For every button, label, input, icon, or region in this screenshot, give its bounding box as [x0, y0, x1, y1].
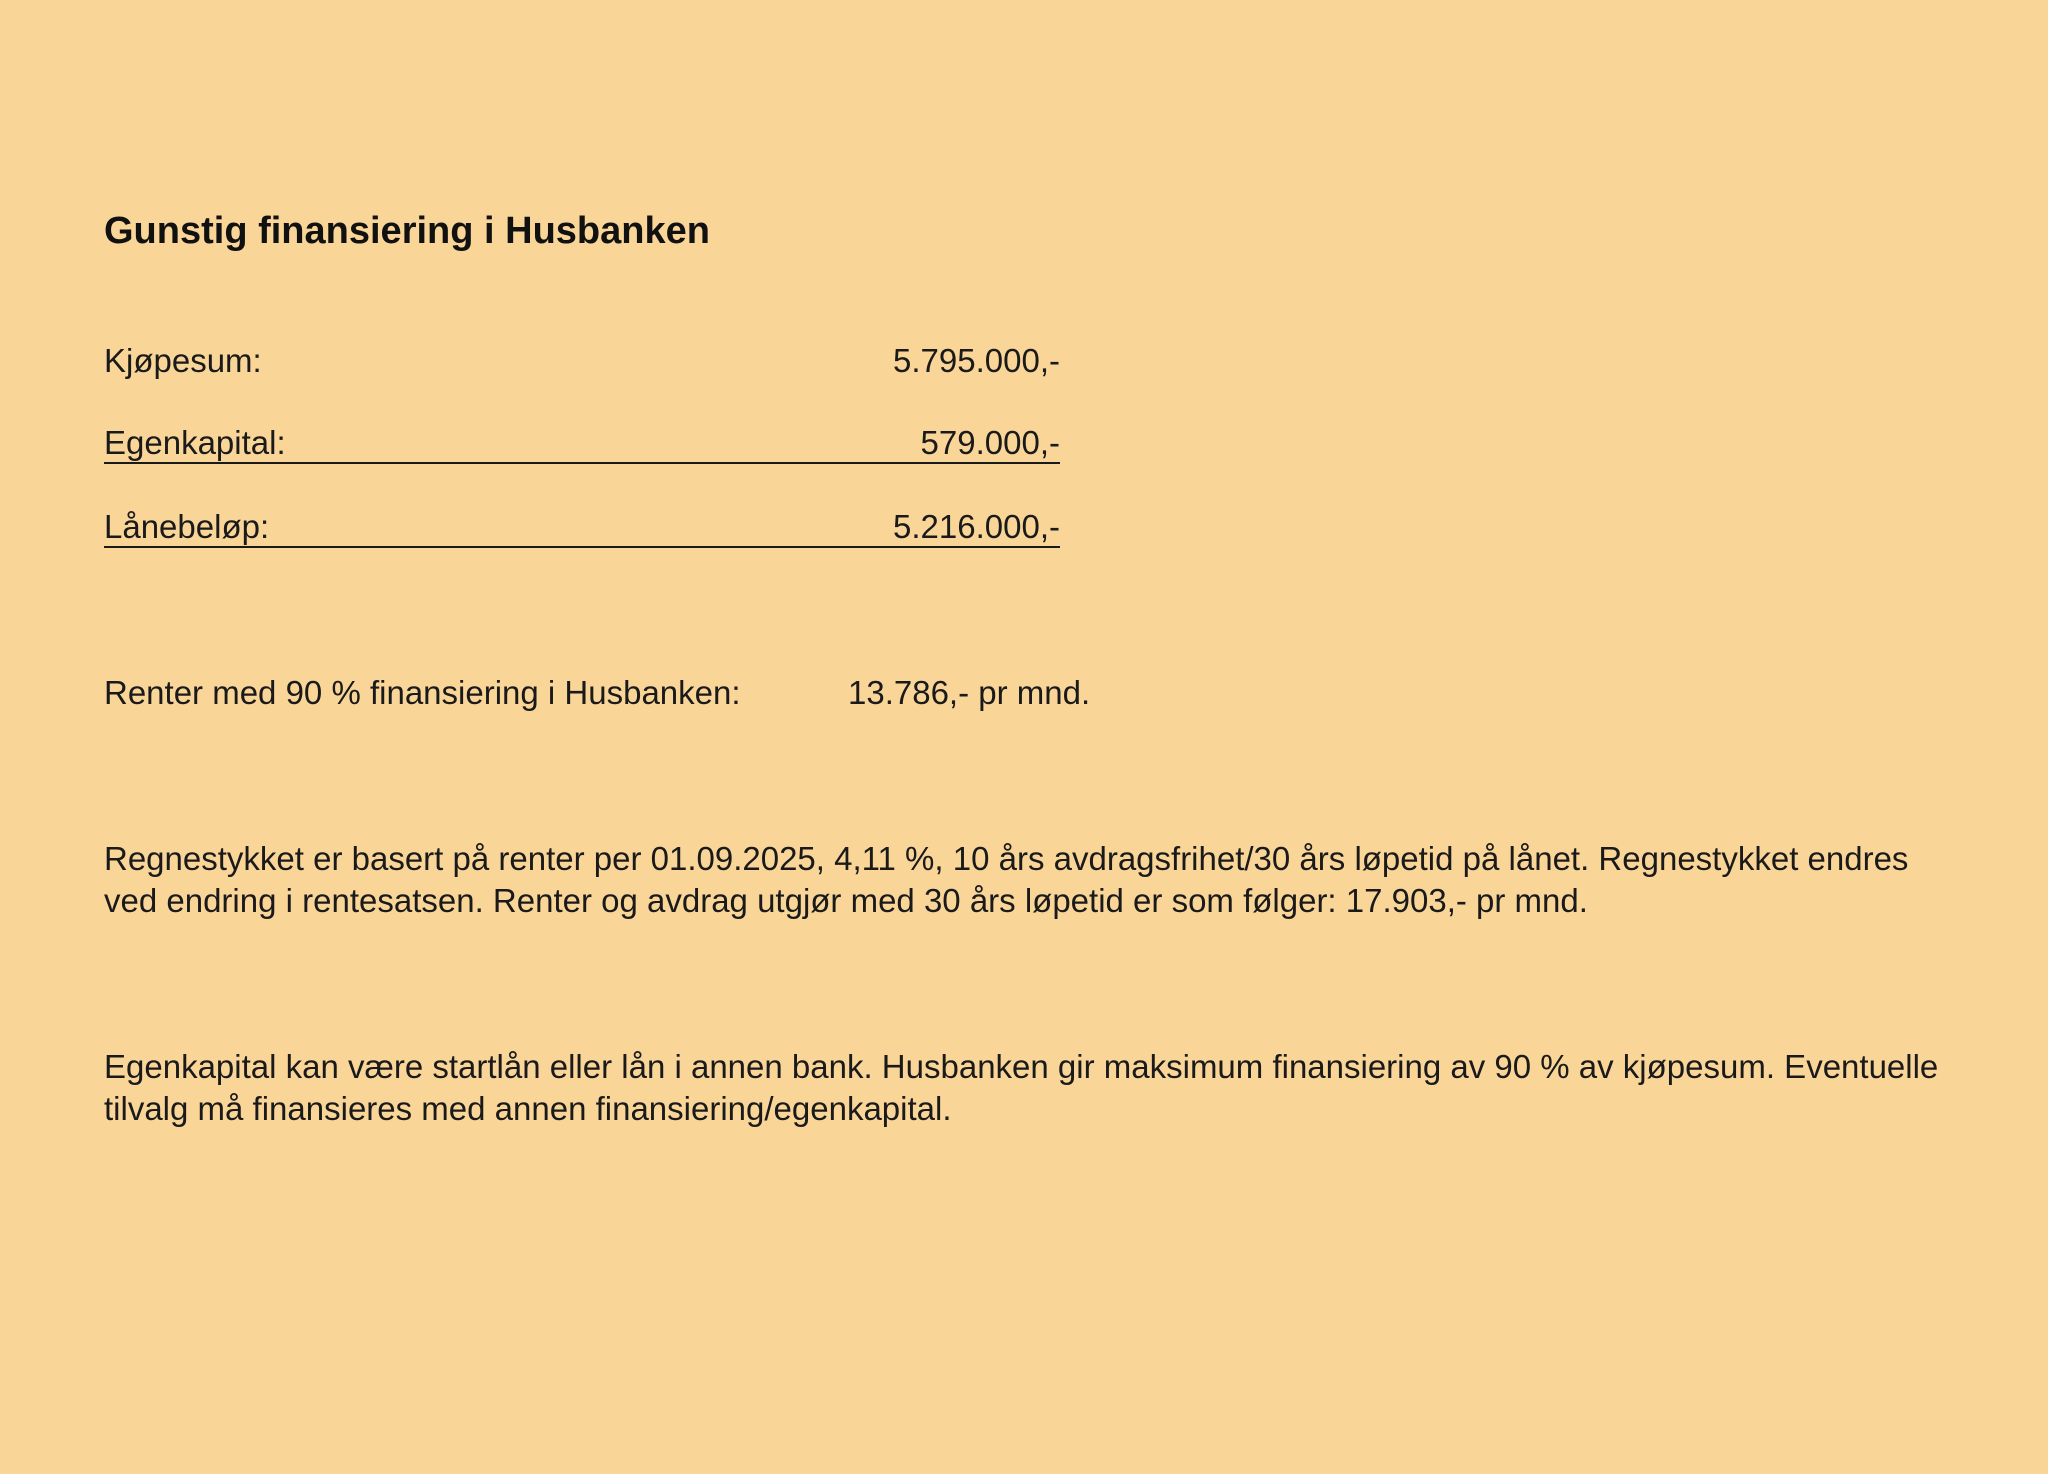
loan-amount-label: Lånebeløp:: [104, 508, 270, 545]
monthly-interest-label: Renter med 90 % finansiering i Husbanken:: [104, 674, 741, 711]
purchase-price-value: 5.795.000,-: [893, 342, 1060, 379]
page-title: Gunstig finansiering i Husbanken: [104, 210, 710, 252]
purchase-price-label: Kjøpesum:: [104, 342, 262, 379]
loan-amount-value: 5.216.000,-: [893, 508, 1060, 545]
equity-value: 579.000,-: [920, 424, 1060, 461]
calculation-basis-text: Regnestykket er basert på renter per 01.09.2025, 4,11 %, 10 års avdragsfrihet/30 års løpetid på lånet. Regnestykket endres ved endring i rentesatsen. Renter og avdrag utgjør med 30 års løpetid er som følger: 17.903,- pr mnd.: [104, 840, 1909, 919]
purchase-price-row: [104, 338, 1060, 384]
equity-row: [104, 420, 1060, 464]
loan-amount-row: [104, 504, 1060, 548]
equity-info-text: Egenkapital kan være startlån eller lån i annen bank. Husbanken gir maksimum finansiering av 90 % av kjøpesum. Eventuelle tilvalg må finansieres med annen finansiering/egenkapital.: [104, 1048, 1939, 1127]
monthly-interest-value: 13.786,- pr mnd.: [848, 674, 1091, 711]
equity-label: Egenkapital:: [104, 424, 286, 461]
